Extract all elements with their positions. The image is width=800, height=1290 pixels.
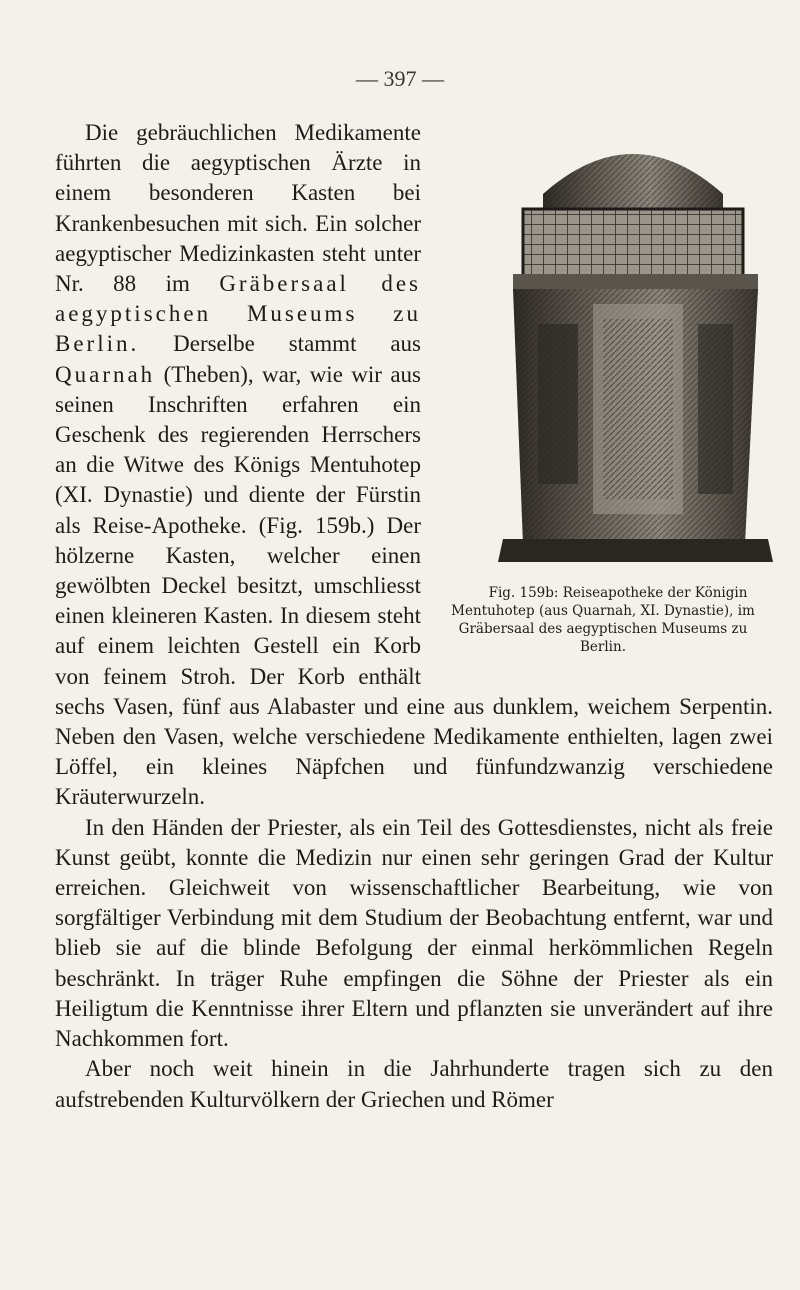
- emphasis-quarnah: Quarnah: [55, 361, 156, 387]
- figure-caption: Fig. 159b: Reiseapotheke der Königin Mentuhotep (aus Quarnah, XI. Dynastie), im Gräbersaal des aegyptischen Museums zu Berlin.: [451, 585, 755, 656]
- page-number: — 397 —: [356, 66, 444, 91]
- medicine-chest-photo-icon: [483, 124, 783, 566]
- paragraph-1-part-a: Die gebräuchlichen Medikamente führten die aegyptischen Ärzte in einem besonderen Kasten bei Krankenbesuchen mit sich. Ein solcher aegyptischer Medizinkasten steht unter Nr. 88 im: [55, 120, 421, 297]
- figure: [433, 124, 773, 656]
- paragraph-1-part-e: (Theben), war, wie wir aus seinen Inschriften erfahren ein Geschenk des regierenden Herrschers an die Witwe des Königs Mentuhotep (XI. Dynastie) und diente der Fürstin als Reise-Apotheke. (Fig. 159b.) Der hölzerne Kasten, welcher einen gewölbten Deckel besitzt, umschliesst einen kleineren Kasten. In diesem steht auf einem leichten Gestell ein Korb von feinem Stroh. Der Korb enthält sechs Vasen, fünf aus Alabaster und eine aus dunklem, weichem Serpentin. Neben den Vasen, welche verschiedene Medikamente enthielten, lagen zwei Löffel, ein kleines Näpfchen und fünfundzwanzig verschiedene Kräuterwurzeln.: [55, 361, 773, 810]
- paragraph-2: In den Händen der Priester, als ein Teil des Gottesdienstes, nicht als freie Kunst geübt, konnte die Medizin nur einen sehr geringen Grad der Kultur erreichen. Gleichweit von wissenschaftlicher Bearbeitung, wie von sorgfältiger Verbindung mit dem Studium der Beobachtung entfernt, war und blieb sie auf die blinde Befolgung der einmal herkömmlichen Regeln beschränkt. In träger Ruhe empfingen die Söhne der Priester als ein Heiligtum die Kenntnisse ihrer Eltern und pflanzten sie unverändert auf ihre Nachkommen fort.: [55, 814, 773, 1052]
- paragraph-1: [55, 118, 773, 813]
- body-text: [55, 118, 773, 1115]
- paragraph-1-part-c: Derselbe stammt aus: [139, 331, 421, 357]
- emphasis-museum: Gräbersaal des aegyptischen Museums zu Berlin.: [55, 271, 422, 357]
- paragraph-3: Aber noch weit hinein in die Jahrhunderte tragen sich zu den aufstrebenden Kulturvölkern der Griechen und Römer: [55, 1056, 773, 1112]
